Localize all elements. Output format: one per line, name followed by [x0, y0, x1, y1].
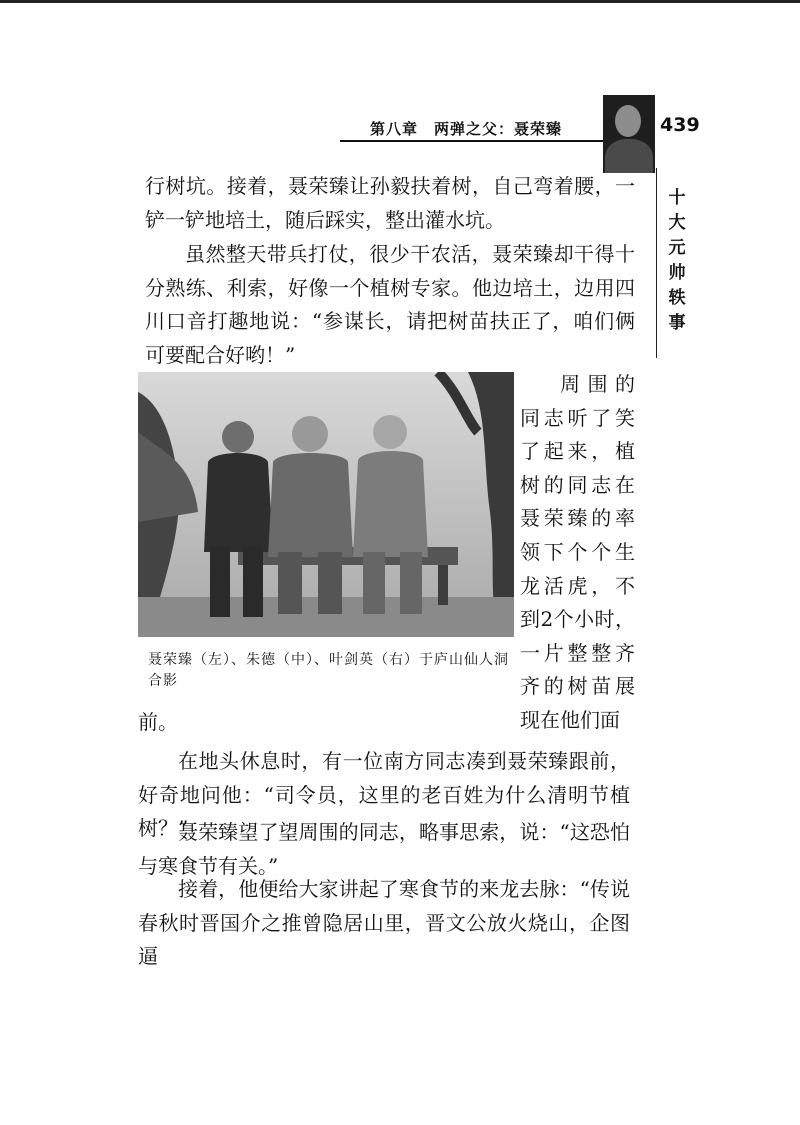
paragraph-3: 周围的同志听了笑了起来，植树的同志在聂荣臻的率领下个个生龙活虎，不到2个小时，一片整整齐齐的树苗展现在他们面 — [520, 372, 635, 732]
top-border — [0, 0, 800, 3]
photo-caption: 聂荣臻（左）、朱德（中）、叶剑英（右）于庐山仙人洞合影 — [148, 652, 509, 689]
running-header: 第八章 两弹之父：聂荣臻 — [370, 120, 563, 138]
header-rule — [340, 140, 608, 142]
paragraph-2: 虽然整天带兵打仗，很少干农活，聂荣臻却干得十分熟练、利索，好像一个植树专家。他边培土，边用四川口音打趣地说：“参谋长，请把树苗扶正了，咱们俩可要配合好哟！” — [145, 242, 635, 367]
side-rule — [656, 168, 657, 358]
page-number: 439 — [660, 114, 700, 136]
paragraph-6: 接着，他便给大家讲起了寒食节的来龙去脉：“传说春秋时晋国介之推曾隐居山里，晋文公放火烧山，企图逼 — [138, 877, 630, 969]
header-portrait-image — [603, 95, 655, 173]
paragraph-5: 聂荣臻望了望周围的同志，略事思索，说：“这恐怕与寒食节有关。” — [138, 820, 630, 878]
photo-illustration — [138, 372, 514, 637]
portrait-shoulders — [605, 139, 653, 173]
portrait-face — [615, 105, 641, 137]
paragraph-4: 在地头休息时，有一位南方同志凑到聂荣臻跟前，好奇地问他：“司令员，这里的老百姓为什么清明节植树？” — [138, 749, 630, 841]
paragraph-1: 行树坑。接着，聂荣臻让孙毅扶着树，自己弯着腰，一铲一铲地培土，随后踩实，整出灌水坑。 — [145, 174, 635, 232]
group-photo — [138, 372, 514, 637]
book-title-vertical: 十大元帅轶事 — [668, 188, 686, 333]
paragraph-3-continued: 前。 — [138, 710, 178, 734]
